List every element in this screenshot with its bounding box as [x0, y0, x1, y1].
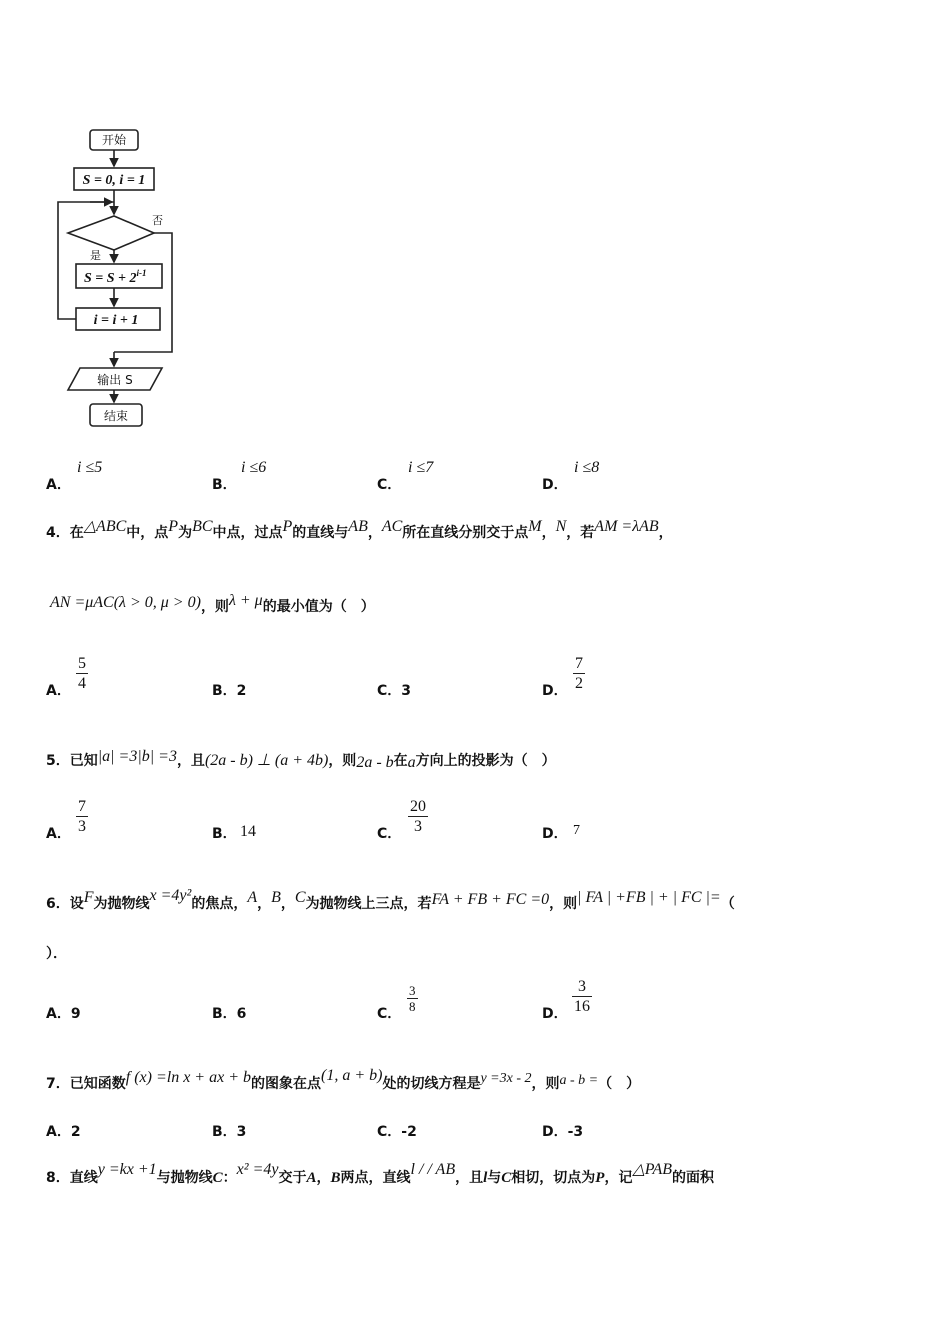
q4-text: 的直线与 [292, 525, 349, 541]
q7-math: a - b = [559, 1073, 599, 1088]
option-value: 3 [401, 683, 412, 699]
option-value: 2 [236, 683, 247, 699]
option-value: 3 [236, 1124, 247, 1140]
q7-number: 7． [46, 1076, 70, 1092]
flow-init-text: S = 0, i = 1 [82, 173, 146, 188]
q4-option-b-label [212, 680, 246, 700]
option-value: 6 [236, 1006, 247, 1022]
q7-text: 的图象在点 [251, 1076, 321, 1092]
q7-math: f (x) =ln x + ax + b [125, 1069, 251, 1086]
q8-bold-var: P [595, 1170, 605, 1186]
q5-text: ，且 [176, 753, 205, 769]
fraction-denominator: 16 [574, 998, 590, 1015]
fraction-denominator: 3 [414, 818, 422, 835]
q7-option-c [377, 1121, 417, 1141]
q4-math: AM =λAB [594, 518, 659, 535]
q5-option-a-fraction [76, 797, 88, 836]
fraction-numerator: 3 [409, 983, 416, 998]
option-label: C． [377, 683, 402, 699]
q4-number: 4． [46, 525, 70, 541]
q8-text: 相切，切点为 [511, 1170, 596, 1186]
q6-option-d-fraction [572, 977, 592, 1016]
q4-math: BC [192, 518, 213, 535]
q4-text: 中点，过点 [212, 525, 283, 541]
q5-math: 2a - b [356, 754, 394, 771]
q4-option-a-label: A． [46, 683, 71, 699]
q4-option-d-fraction [573, 654, 585, 693]
q6-math: C [294, 889, 306, 906]
flow-accum-text: $S = S + 2^{i-1}$ [84, 268, 147, 286]
q6-number: 6． [46, 896, 70, 912]
option-label: B． [212, 1124, 237, 1140]
option-value: 2 [70, 1124, 81, 1140]
q8-text: 交于 [278, 1170, 307, 1186]
q4-text: 所在直线分别交于点 [402, 525, 529, 541]
fraction-denominator: 2 [575, 675, 583, 692]
fraction-denominator: 8 [409, 999, 416, 1014]
q8-text: ： [222, 1170, 237, 1186]
option-label: C． [377, 1124, 402, 1140]
q6-option-a-label [46, 1003, 81, 1023]
q3-option-c-label: C． [377, 477, 402, 493]
q8-text: ， [316, 1170, 331, 1186]
flowchart [50, 120, 190, 435]
q8-text: ，且 [455, 1170, 484, 1186]
q5-option-d-label: D． [542, 826, 568, 842]
q8-bold-var: C [501, 1170, 512, 1186]
q6-math: F [83, 889, 94, 906]
q7-option-b [212, 1121, 246, 1141]
q4-stem-line1 [46, 518, 673, 542]
q8-math: △PAB [632, 1161, 673, 1178]
q3-option-d-label: D． [542, 477, 568, 493]
q8-bold-var: A [306, 1170, 317, 1186]
q4-math: λ + μ [228, 592, 263, 609]
q3-option-a-label: A． [46, 477, 71, 493]
q5-option-c-fraction [408, 797, 428, 836]
q4-text: 为 [178, 525, 193, 541]
q4-stem-line2 [50, 592, 375, 616]
fraction-numerator: 7 [575, 655, 583, 672]
q5-text: 已知 [69, 753, 98, 769]
q8-bold-var: B [330, 1170, 341, 1186]
q6-math: FA + FB + FC =0 [431, 891, 550, 908]
option-value: -2 [401, 1124, 417, 1140]
fraction-numerator: 5 [78, 655, 86, 672]
q4-math: M [528, 518, 542, 535]
q5-option-b-value: 14 [240, 823, 256, 840]
q6-math: x =4y² [149, 887, 192, 904]
q4-option-a-fraction [76, 654, 88, 693]
q4-text: 中，点 [126, 525, 169, 541]
option-label: B． [212, 683, 237, 699]
q6-math: A [247, 889, 258, 906]
fraction-numerator: 7 [78, 798, 86, 815]
q5-option-c-label: C． [377, 826, 402, 842]
q7-option-d [542, 1121, 583, 1141]
q8-math: y =kx +1 [97, 1161, 157, 1178]
flow-output-text: 输出 S [97, 373, 133, 387]
q4-text: ，则 [200, 599, 229, 615]
q8-bold-var: C [212, 1170, 223, 1186]
q4-math: P [282, 518, 293, 535]
q6-text: ， [280, 896, 295, 912]
q3-option-c-value: i ≤7 [408, 459, 434, 476]
q4-text: ， [541, 525, 556, 541]
option-label: B． [212, 1006, 237, 1022]
option-label: A． [46, 1006, 71, 1022]
q8-text: 直线 [69, 1170, 98, 1186]
q4-math: P [168, 518, 179, 535]
flow-start-text: 开始 [101, 133, 127, 147]
q4-text: ，若 [566, 525, 595, 541]
q5-number: 5． [46, 753, 70, 769]
q5-text: 在 [393, 753, 408, 769]
flow-yes-text: 是 [90, 249, 101, 262]
q4-math: AC [381, 518, 403, 535]
q4-math: AB [348, 518, 368, 535]
q8-text: 的面积 [672, 1170, 715, 1186]
q4-option-c-label [377, 680, 411, 700]
q8-number: 8． [46, 1170, 70, 1186]
fraction-denominator: 4 [78, 675, 86, 692]
fraction-denominator: 3 [78, 818, 86, 835]
q7-text: 已知函数 [69, 1076, 126, 1092]
q6-text: 设 [69, 896, 84, 912]
q8-text: ，记 [604, 1170, 633, 1186]
q6-text: 为抛物线上三点，若 [305, 896, 432, 912]
option-label: A． [46, 1124, 71, 1140]
q4-text: 的最小值为（ ） [262, 599, 375, 615]
option-label: D． [542, 1124, 568, 1140]
q4-math: △ABC [83, 518, 127, 535]
q8-stem [46, 1161, 715, 1187]
q4-text: ， [658, 525, 673, 541]
q5-text: 方向上的投影为（ ） [415, 753, 556, 769]
q6-option-b-label [212, 1003, 246, 1023]
q7-stem [46, 1067, 641, 1093]
q4-math: N [555, 518, 567, 535]
q6-text: 为抛物线 [93, 896, 150, 912]
q5-option-b-label: B． [212, 826, 237, 842]
q6-stem-line2: ）． [46, 946, 67, 962]
q7-text: ，则 [531, 1076, 560, 1092]
q7-text: 处的切线方程是 [382, 1076, 481, 1092]
q5-text: ，则 [328, 753, 357, 769]
q4-option-d-label: D． [542, 683, 568, 699]
q6-math: | FA | +FB | + | FC |= [577, 889, 721, 906]
q6-stem-line1 [46, 887, 735, 913]
q6-text: 的焦点， [191, 896, 248, 912]
q3-option-d-value: i ≤8 [574, 459, 600, 476]
q5-math: (2a - b) ⊥ (a + 4b) [204, 752, 329, 769]
q7-math: y =3x - 2 [480, 1071, 532, 1086]
q3-option-a-value: i ≤5 [77, 459, 103, 476]
q7-math: (1, a + b) [321, 1067, 383, 1084]
q8-bold-var: l [483, 1170, 488, 1186]
q6-text: ，则 [549, 896, 578, 912]
q8-text: 与 [487, 1170, 502, 1186]
q8-math: l / / AB [410, 1161, 456, 1178]
fraction-numerator: 3 [572, 977, 592, 997]
q7-option-a [46, 1121, 81, 1141]
q6-option-c-label: C． [377, 1006, 402, 1022]
q3-option-b-label: B． [212, 477, 237, 493]
q5-option-a-label: A． [46, 826, 71, 842]
q7-text: （ ） [598, 1076, 641, 1092]
q6-text: ， [257, 896, 272, 912]
q6-option-d-label: D． [542, 1006, 568, 1022]
q8-math: x² =4y [236, 1161, 279, 1178]
q3-option-b-value: i ≤6 [241, 459, 267, 476]
q4-text: ， [367, 525, 382, 541]
q8-text: 两点，直线 [340, 1170, 411, 1186]
option-value: 9 [70, 1006, 81, 1022]
q5-math: |a| =3|b| =3 [97, 748, 177, 765]
q4-math: AN =μAC(λ > 0, μ > 0) [50, 594, 201, 611]
q8-text: 与抛物线 [156, 1170, 213, 1186]
q6-text: （ [720, 896, 735, 912]
flow-no-text: 否 [152, 214, 163, 227]
q4-text: 在 [69, 525, 84, 541]
q6-option-c-fraction [407, 983, 418, 1014]
q6-math: B [271, 889, 281, 906]
fraction-numerator: 20 [410, 798, 426, 815]
q5-option-d-value: 7 [573, 823, 580, 838]
option-value: -3 [567, 1124, 584, 1140]
flow-decision [68, 216, 154, 250]
flow-increment-text: i = i + 1 [93, 313, 139, 328]
q5-stem [46, 750, 556, 770]
flow-end-text: 结束 [103, 409, 129, 423]
q5-math: a [407, 754, 416, 771]
